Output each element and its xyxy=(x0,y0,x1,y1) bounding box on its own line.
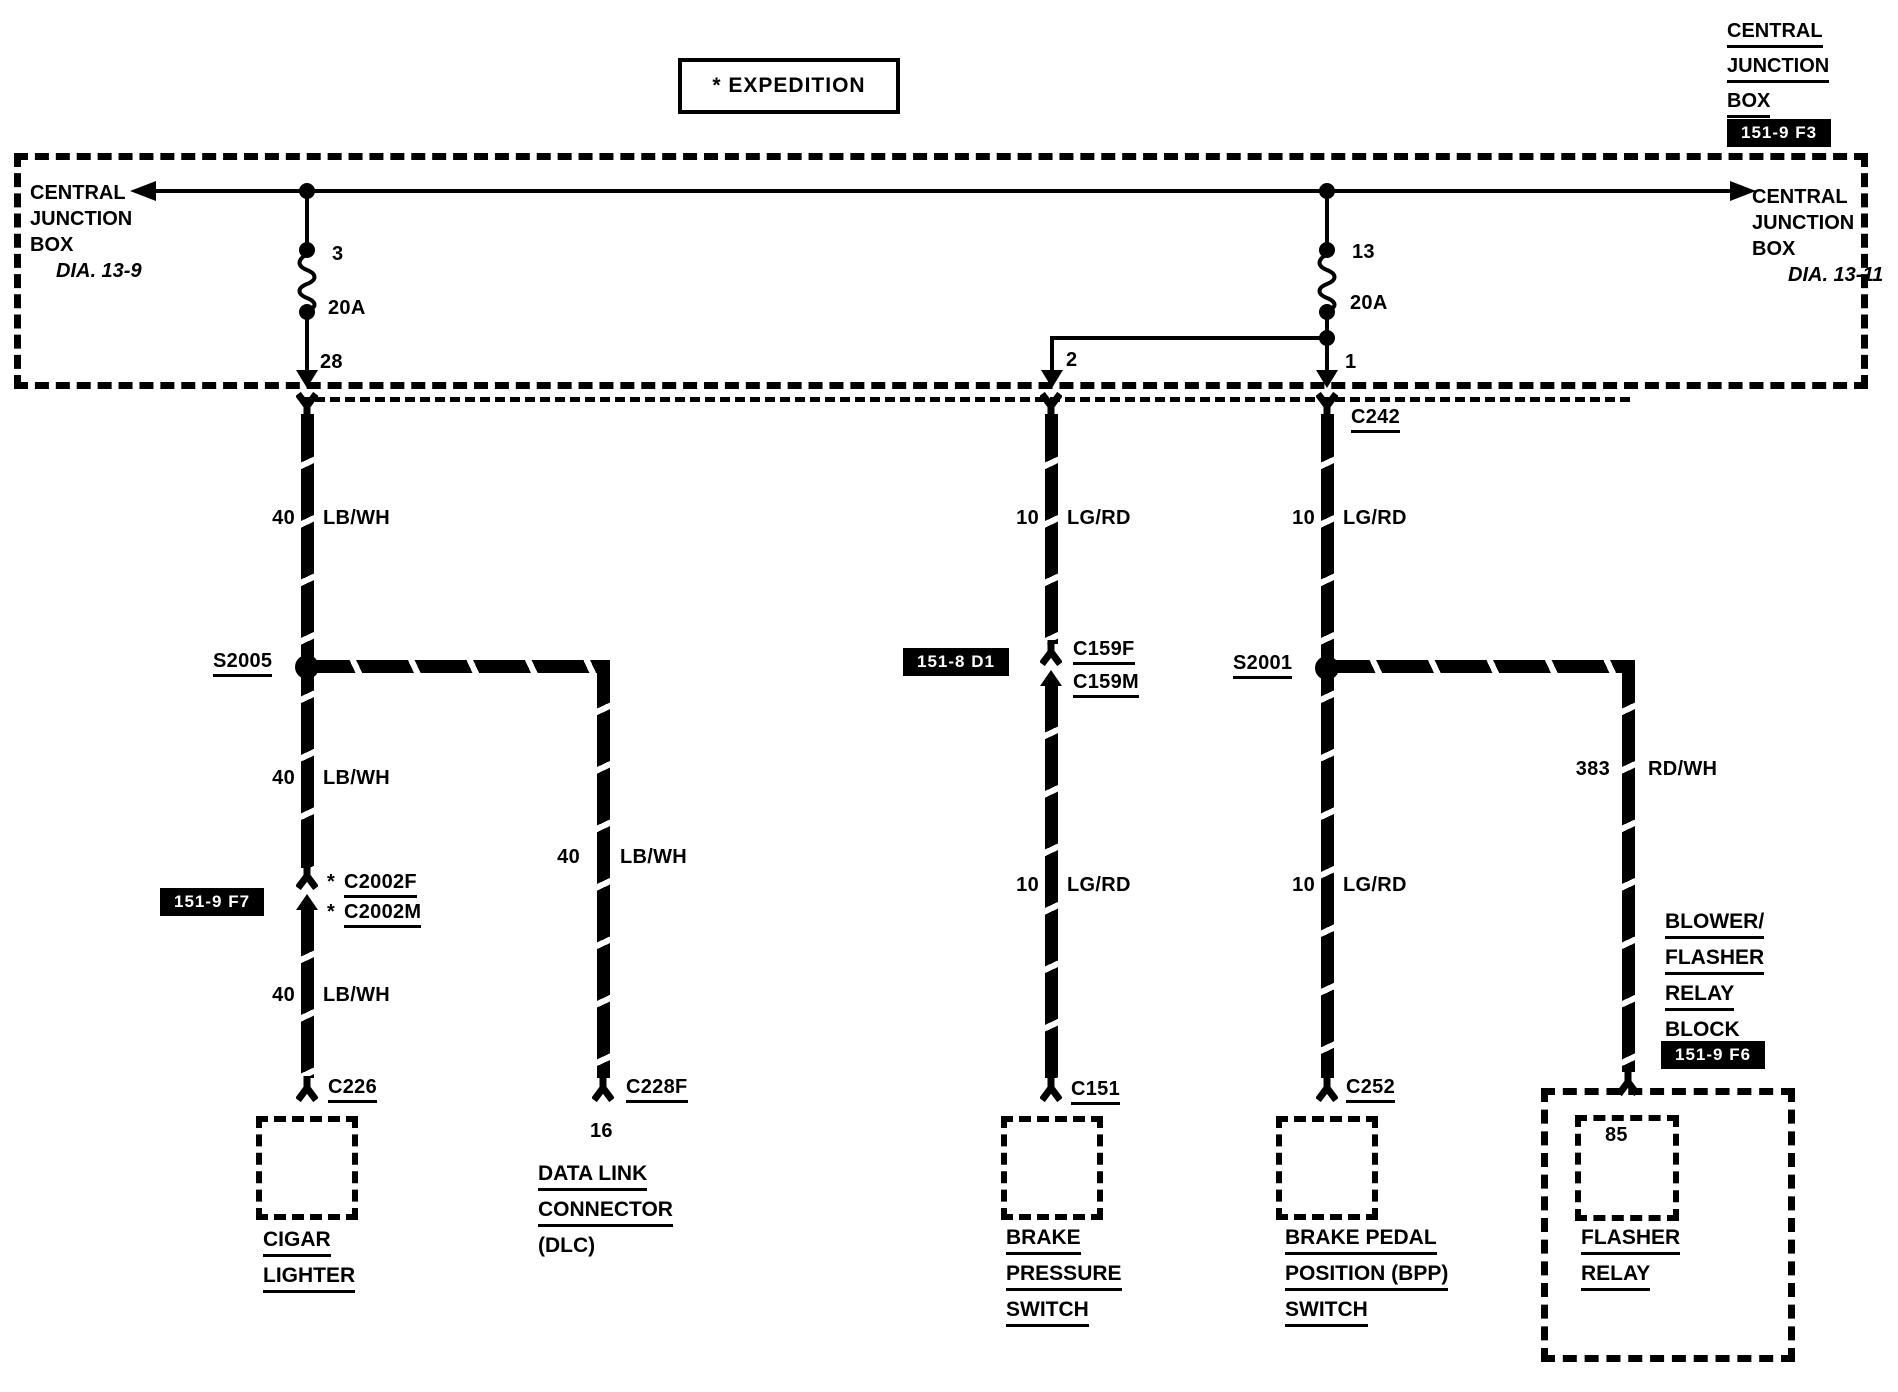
bpp-line: SWITCH xyxy=(1285,1298,1368,1327)
blower-block-line: RELAY xyxy=(1665,982,1734,1011)
fuse-left-element-symbol xyxy=(296,254,318,310)
wire-lbwh xyxy=(307,660,610,673)
fuse-left-lead xyxy=(305,314,309,378)
c159-grid-badge: 151-8 D1 xyxy=(903,648,1009,676)
cjb-left-line: JUNCTION xyxy=(30,208,133,230)
cjb-left-line: BOX xyxy=(30,234,74,256)
bpp-line: BRAKE PEDAL xyxy=(1285,1226,1437,1255)
wire-gauge: 40 xyxy=(272,984,295,1006)
wire-color: LB/WH xyxy=(323,984,391,1006)
cjb-ref-line: CENTRAL xyxy=(1727,20,1823,48)
dlc-line: (DLC) xyxy=(538,1234,596,1257)
wire-lgrd xyxy=(1045,414,1058,644)
cjb-right-label xyxy=(1752,186,1883,290)
flasher-relay-line: RELAY xyxy=(1581,1262,1650,1291)
wire-fork-down-symbol xyxy=(592,1076,614,1102)
wire-gauge: 10 xyxy=(1016,874,1039,896)
fuse-left-pin-in: 3 xyxy=(332,243,344,265)
splice-s2005-label: S2005 xyxy=(213,650,272,677)
blower-flasher-block-label xyxy=(1665,910,1764,1054)
dlc-line: CONNECTOR xyxy=(538,1198,673,1227)
flasher-pin: 85 xyxy=(1605,1124,1628,1146)
wire-fork-down-symbol xyxy=(296,864,318,890)
flasher-relay-label xyxy=(1581,1226,1680,1298)
cjb-right-line: CENTRAL xyxy=(1752,186,1848,208)
wire-color: LG/RD xyxy=(1067,874,1131,896)
cigar-lighter-box xyxy=(256,1116,358,1220)
wire-gauge: 383 xyxy=(1575,758,1610,780)
fuse-left-pin-out: 28 xyxy=(320,351,343,373)
wire-lbwh xyxy=(301,414,314,868)
bpp-switch-label xyxy=(1285,1226,1448,1334)
wire-fork-down-symbol xyxy=(1040,640,1062,666)
harness-dash-line xyxy=(300,397,1630,402)
bus-line xyxy=(152,189,1732,193)
cjb-ref-line: BOX xyxy=(1727,90,1770,118)
c2002m-star: * xyxy=(327,901,336,923)
cigar-lighter-label xyxy=(263,1228,355,1300)
wire-color: RD/WH xyxy=(1648,758,1718,780)
connector-c159f-label: C159F xyxy=(1073,638,1135,665)
wire-color: LB/WH xyxy=(323,767,391,789)
wire-color: LG/RD xyxy=(1343,507,1407,529)
cjb-ref-line: JUNCTION xyxy=(1727,55,1829,83)
wire-fork-down-symbol xyxy=(296,1076,318,1102)
brake-pressure-line: BRAKE xyxy=(1006,1226,1081,1255)
flasher-relay-line: FLASHER xyxy=(1581,1226,1680,1255)
wire-gauge: 10 xyxy=(1292,874,1315,896)
wire-color: LB/WH xyxy=(620,846,688,868)
fuse-right-lead xyxy=(1325,314,1329,378)
wire-gauge: 40 xyxy=(272,507,295,529)
cigar-lighter-line: LIGHTER xyxy=(263,1264,355,1293)
brake-pressure-switch-box xyxy=(1001,1116,1103,1220)
cjb-ref-heading xyxy=(1727,20,1829,125)
cigar-lighter-line: CIGAR xyxy=(263,1228,331,1257)
fuse-right-pin-in: 13 xyxy=(1352,241,1375,263)
brake-pressure-switch-label xyxy=(1006,1226,1122,1334)
branch-line xyxy=(1052,336,1325,340)
wire-lbwh xyxy=(597,660,610,1078)
dlc-label xyxy=(538,1162,673,1264)
cjb-left-line: CENTRAL xyxy=(30,182,126,204)
cjb-left-dia: DIA. 13-9 xyxy=(56,260,142,282)
cjb-left-label xyxy=(30,182,142,286)
fuse-left-rating: 20A xyxy=(328,297,366,319)
vehicle-note-box: * EXPEDITION xyxy=(678,58,900,114)
wire-gauge: 40 xyxy=(272,767,295,789)
wire-lgrd xyxy=(1045,684,1058,1078)
blower-block-line: FLASHER xyxy=(1665,946,1764,975)
cjb-exit-arrow-icon xyxy=(1316,370,1338,388)
wire-gauge: 10 xyxy=(1292,507,1315,529)
wire-lbwh xyxy=(301,908,314,1078)
cjb-right-line: JUNCTION xyxy=(1752,212,1855,234)
dlc-pin: 16 xyxy=(590,1120,613,1142)
blower-block-line: BLOWER/ xyxy=(1665,910,1764,939)
wire-rdwh xyxy=(1327,660,1628,673)
cjb-right-line: BOX xyxy=(1752,238,1796,260)
bpp-switch-box xyxy=(1276,1116,1378,1220)
splice-s2001-label: S2001 xyxy=(1233,652,1292,679)
wire-fork-down-symbol xyxy=(1040,1076,1062,1102)
wire-gauge: 40 xyxy=(557,846,580,868)
wire-rdwh xyxy=(1622,660,1635,1072)
connector-c2002f-label: C2002F xyxy=(344,871,417,898)
connector-c228f-label: C228F xyxy=(626,1076,688,1103)
connector-c2002m-label: C2002M xyxy=(344,901,421,928)
wire-color: LG/RD xyxy=(1343,874,1407,896)
c2002f-star: * xyxy=(327,871,336,893)
wire-lgrd xyxy=(1321,414,1334,1078)
wire-color: LG/RD xyxy=(1067,507,1131,529)
cjb-exit-arrow-icon xyxy=(296,370,318,388)
connector-c159m-label: C159M xyxy=(1073,671,1139,698)
connector-c242-label: C242 xyxy=(1351,406,1400,433)
brake-pressure-line: SWITCH xyxy=(1006,1298,1089,1327)
wire-color: LB/WH xyxy=(323,507,391,529)
wire-gauge: 10 xyxy=(1016,507,1039,529)
wire-fork-down-symbol xyxy=(1316,1076,1338,1102)
connector-c252-label: C252 xyxy=(1346,1076,1395,1103)
connector-c226-label: C226 xyxy=(328,1076,377,1103)
connector-c151-label: C151 xyxy=(1071,1078,1120,1105)
bpp-line: POSITION (BPP) xyxy=(1285,1262,1448,1291)
cjb-exit-arrow-icon xyxy=(1041,370,1063,388)
flasher-grid-badge: 151-9 F6 xyxy=(1661,1041,1765,1069)
cjb-ref-grid-badge: 151-9 F3 xyxy=(1727,119,1831,147)
blower-block-line: BLOCK xyxy=(1665,1018,1740,1047)
cjb-right-dia: DIA. 13-11 xyxy=(1788,264,1884,286)
dlc-line: DATA LINK xyxy=(538,1162,647,1191)
fuse-right-rating: 20A xyxy=(1350,292,1388,314)
branch-pin: 2 xyxy=(1066,349,1078,371)
fuse-right-element-symbol xyxy=(1316,254,1338,310)
c2002-grid-badge: 151-9 F7 xyxy=(160,888,264,916)
brake-pressure-line: PRESSURE xyxy=(1006,1262,1122,1291)
fuse-right-pin-out: 1 xyxy=(1345,351,1357,373)
